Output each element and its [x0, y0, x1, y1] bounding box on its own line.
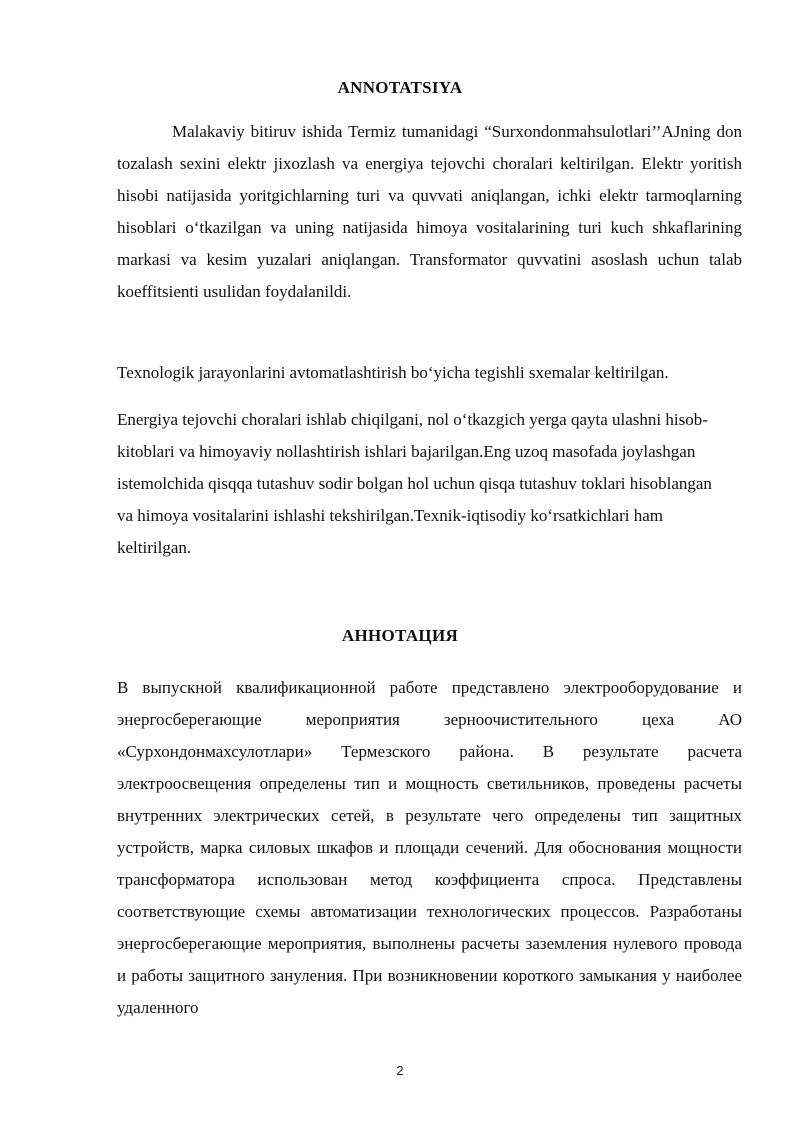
uz-annotation-paragraph-1: Malakaviy bitiruv ishida Termiz tumanidagi “Surxondonmahsulotlari’’AJning don tozalash sexini elektr jixozlash va energiya tejovchi choralari keltirilgan. Elektr yoritish hisobi natijasida yoritgichlarning turi va quvvati aniqlangan, ichki elektr tarmoqlarning hisoblari o‘tkazilgan va uning natijasida himoya vositalarining turi kuch shkaflarining markasi va kesim yuzalari aniqlangan. Transformator quvvatini asoslash uchun talab koeffitsienti usulidan foydalanildi.: [117, 122, 742, 301]
uz-annotation-paragraph-2: Texnologik jarayonlarini avtomatlashtirish bo‘yicha tegishli sxemalar keltirilgan.: [117, 363, 669, 382]
uz-annotation-paragraph-3: Energiya tejovchi choralari ishlab chiqilgani, nol o‘tkazgich yerga qayta ulashni hisob-kitoblari va himoyaviy nollashtirish ishlari bajarilgan.Eng uzoq masofada joylashgan istemolchida qisqqa tutashuv sodir bolgan hol uchun qisqa tutashuv toklari hisoblangan va himoya vositalarini ishlashi tekshirilgan.Texnik-iqtisodiy ko‘rsatkichlari ham keltirilgan.: [117, 410, 712, 557]
uz-annotation-heading: ANNOTATSIYA: [337, 78, 463, 97]
ru-annotation-heading: АННОТАЦИЯ: [341, 626, 459, 645]
ru-annotation-paragraph-1: В выпускной квалификационной работе представлено электрооборудование и энергосберегающие мероприятия зерноочистительного цеха АО «Сурхондонмахсулотлари» Термезского района. В результате расчета электроосвещения определены тип и мощность светильников, проведены расчеты внутренних электрических сетей, в результате чего определены тип защитных устройств, марка силовых шкафов и площади сечений. Для обоснования мощности трансформатора использован метод коэффициента спроса. Представлены соответствующие схемы автоматизации технологических процессов. Разработаны энергосберегающие мероприятия, выполнены расчеты заземления нулевого провода и работы защитного зануления. При возникновении короткого замыкания у наиболее удаленного: [117, 678, 742, 1017]
page-number: 2: [396, 1063, 404, 1078]
